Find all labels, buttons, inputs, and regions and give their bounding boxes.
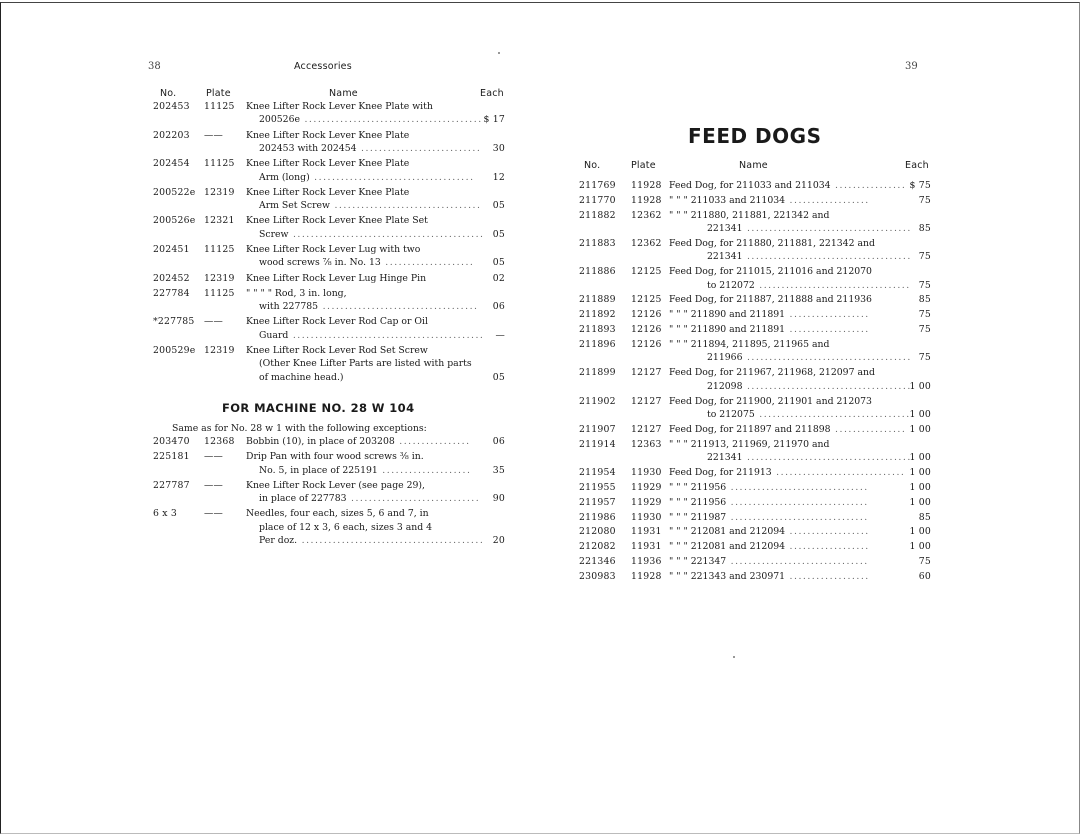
right-page-number: 39: [905, 61, 918, 72]
dot-leader: ........................................: [300, 114, 483, 126]
part-name-line: Needles, four each, sizes 5, 6 and 7, in: [246, 508, 429, 520]
part-name-line: " " " 211894, 211895, 211965 and: [669, 339, 830, 351]
part-name-line: " " " 211956 ...............................: [669, 481, 869, 493]
plate-number: 11929: [631, 496, 662, 508]
part-name-line: " " " " Rod, 3 in. long,: [246, 287, 347, 299]
dot-leader: ................: [394, 436, 471, 447]
dot-leader: ....................: [380, 257, 475, 269]
part-number: 227787: [153, 479, 190, 491]
dot-leader: ..................................: [754, 279, 911, 291]
part-number: 230983: [579, 571, 616, 583]
part-number: 211889: [579, 294, 616, 306]
part-name-line: No. 5, in place of 225191 ....................: [259, 464, 472, 476]
part-name-line: Knee Lifter Rock Lever Lug Hinge Pin: [246, 272, 427, 284]
dot-leader: ................: [830, 423, 907, 435]
part-name-line: Knee Lifter Rock Lever Rod Cap or Oil: [246, 316, 428, 328]
part-number: 211914: [579, 438, 616, 450]
plate-number: ——: [204, 316, 223, 328]
price: 02: [492, 272, 505, 284]
plate-number: 11125: [204, 244, 235, 255]
price: 85: [918, 294, 931, 306]
dot-leader: ...............................: [726, 481, 869, 493]
price: 1 00: [909, 496, 931, 508]
price: 75: [918, 352, 931, 364]
plate-number: 12127: [631, 367, 662, 379]
price: $ 75: [909, 180, 931, 191]
part-name-line: Feed Dog, for 211033 and 211034 ................: [669, 180, 907, 191]
part-name-line: Knee Lifter Rock Lever Knee Plate with: [246, 101, 433, 112]
dot-leader: .........................................: [297, 535, 485, 547]
part-name-line: Knee Lifter Rock Lever Knee Plate Set: [246, 215, 428, 227]
part-name-line: Per doz. .........................................: [259, 535, 485, 547]
price: 30: [492, 143, 505, 154]
dot-leader: .....................................: [742, 251, 912, 263]
right-header-plate: Plate: [631, 160, 656, 171]
part-number: 211769: [579, 180, 616, 191]
plate-number: 12319: [204, 186, 235, 198]
dot-leader: ..................: [785, 194, 870, 206]
part-name-line: 211966 .....................................: [707, 352, 912, 364]
plate-number: 11928: [631, 180, 662, 191]
dot-leader: ..................................: [754, 408, 911, 420]
part-number: 211892: [579, 309, 616, 321]
plate-number: ——: [204, 508, 223, 520]
dot-leader: .............................: [771, 466, 906, 478]
plate-number: ——: [204, 479, 223, 491]
dot-leader: .....................................: [742, 352, 912, 364]
part-name-line: " " " 211987 ...............................: [669, 511, 869, 523]
part-number: 225181: [153, 451, 190, 463]
part-number: 211986: [579, 511, 616, 523]
part-number: 211955: [579, 481, 616, 493]
plate-number: 12126: [631, 309, 662, 321]
price: $ 17: [483, 114, 505, 126]
left-header-each: Each: [480, 88, 504, 99]
part-name-line: Feed Dog, for 211887, 211888 and 211936: [669, 294, 872, 306]
right-header-name: Name: [739, 160, 768, 171]
price: 1 00: [909, 408, 931, 420]
part-name-line: " " " 211033 and 211034 ..................: [669, 194, 870, 206]
part-name-line: 221341 .....................................: [707, 451, 912, 463]
part-number: 211770: [579, 194, 616, 206]
dot-leader: .............................: [346, 493, 481, 505]
part-name-line: to 212072 ..................................: [707, 279, 911, 291]
plate-number: 11931: [631, 526, 662, 538]
plate-number: 11929: [631, 481, 662, 493]
part-name-line: Knee Lifter Rock Lever Lug with two: [246, 244, 421, 255]
part-name-line: " " " 212081 and 212094 ..................: [669, 526, 870, 538]
price: —: [495, 329, 505, 341]
part-number: 202452: [153, 272, 190, 284]
price: 1 00: [909, 466, 931, 478]
dot-leader: ..................: [785, 324, 870, 336]
dot-leader: ...............................: [726, 556, 869, 568]
section-title: FOR MACHINE NO. 28 W 104: [222, 401, 415, 415]
part-name-line: 200526e ........................................: [259, 114, 483, 126]
plate-number: 12319: [204, 272, 235, 284]
part-name-line: wood screws ⅞ in. No. 13 ....................: [259, 257, 475, 269]
price: 75: [918, 251, 931, 263]
part-name-line: Guard ...........................................: [259, 329, 485, 341]
part-name-line: Bobbin (10), in place of 203208 ................: [246, 436, 471, 447]
part-number: 200529e: [153, 345, 196, 356]
part-name-line: " " " 211880, 211881, 221342 and: [669, 209, 830, 221]
part-name-line: " " " 211913, 211969, 211970 and: [669, 438, 830, 450]
dot-leader: ................: [830, 180, 907, 191]
part-number: 202451: [153, 244, 190, 255]
plate-number: 11930: [631, 466, 662, 478]
plate-number: 11936: [631, 556, 662, 568]
price: 35: [492, 464, 505, 476]
part-name-line: (Other Knee Lifter Parts are listed with parts: [259, 358, 472, 370]
plate-number: 11125: [204, 287, 235, 299]
dot-leader: .................................: [329, 200, 482, 212]
part-name-line: Arm (long) ....................................: [259, 171, 475, 183]
part-name-line: Feed Dog, for 211880, 211881, 221342 and: [669, 238, 875, 249]
part-number: 200526e: [153, 215, 196, 227]
plate-number: 12125: [631, 266, 662, 278]
dot-leader: ...........................................: [288, 228, 485, 240]
part-name-line: Screw ...........................................: [259, 228, 485, 240]
plate-number: 11928: [631, 194, 662, 206]
price: 75: [918, 279, 931, 291]
price: 1 00: [909, 526, 931, 538]
part-name-line: Arm Set Screw .................................: [259, 200, 482, 212]
part-name-line: 212098 .....................................: [707, 380, 912, 392]
dot-leader: .....................................: [742, 451, 912, 463]
scan-speck: [733, 656, 735, 658]
part-name-line: " " " 221347 ...............................: [669, 556, 869, 568]
dot-leader: ...............................: [726, 511, 869, 523]
dot-leader: ...........................................: [288, 329, 485, 341]
dot-leader: ...................................: [318, 301, 479, 313]
price: 1 00: [909, 481, 931, 493]
part-number: 211883: [579, 238, 616, 249]
price: 05: [492, 371, 505, 383]
price: 05: [492, 228, 505, 240]
part-name-line: place of 12 x 3, 6 each, sizes 3 and 4: [259, 521, 433, 533]
dot-leader: ...........................: [356, 143, 482, 154]
part-name-line: Feed Dog, for 211967, 211968, 212097 and: [669, 367, 875, 379]
price: 85: [918, 223, 931, 235]
left-header-plate: Plate: [206, 88, 231, 99]
part-number: 211896: [579, 339, 616, 351]
plate-number: 11930: [631, 511, 662, 523]
part-number: 211886: [579, 266, 616, 278]
part-number: 202453: [153, 101, 190, 112]
plate-number: 12127: [631, 395, 662, 407]
price: 05: [492, 257, 505, 269]
plate-number: 12125: [631, 294, 662, 306]
price: 06: [492, 436, 505, 447]
part-number: 212082: [579, 541, 616, 553]
part-number: 211882: [579, 209, 616, 221]
part-name-line: Feed Dog, for 211015, 211016 and 212070: [669, 266, 872, 278]
part-number: 211902: [579, 395, 616, 407]
part-number: 211907: [579, 423, 616, 435]
plate-number: 12126: [631, 324, 662, 336]
part-number: 200522e: [153, 186, 196, 198]
plate-number: 11931: [631, 541, 662, 553]
left-header-name: Name: [329, 88, 358, 99]
part-number: 212080: [579, 526, 616, 538]
part-number: 221346: [579, 556, 616, 568]
part-name-line: " " " 211890 and 211891 ..................: [669, 324, 870, 336]
plate-number: 12126: [631, 339, 662, 351]
part-name-line: Knee Lifter Rock Lever Knee Plate: [246, 129, 410, 141]
left-header-no: No.: [160, 88, 177, 99]
dot-leader: ..................: [785, 526, 870, 538]
price: 60: [918, 571, 931, 583]
dot-leader: ..................: [785, 309, 870, 321]
part-name-line: in place of 227783 .............................: [259, 493, 481, 505]
plate-number: ——: [204, 129, 223, 141]
dot-leader: ..................: [785, 541, 870, 553]
part-name-line: of machine head.): [259, 371, 344, 383]
plate-number: 12362: [631, 209, 662, 221]
part-number: 203470: [153, 436, 190, 447]
part-name-line: " " " 212081 and 212094 ..................: [669, 541, 870, 553]
plate-number: 11125: [204, 158, 235, 170]
part-number: *227785: [153, 316, 195, 328]
part-name-line: Knee Lifter Rock Lever Knee Plate: [246, 158, 410, 170]
price: 05: [492, 200, 505, 212]
dot-leader: ...............................: [726, 496, 869, 508]
part-name-line: Knee Lifter Rock Lever Knee Plate: [246, 186, 410, 198]
part-name-line: Knee Lifter Rock Lever Rod Set Screw: [246, 345, 428, 356]
plate-number: 12363: [631, 438, 662, 450]
section-note: Same as for No. 28 w 1 with the following exceptions:: [172, 423, 427, 434]
plate-number: 12321: [204, 215, 235, 227]
price: 12: [492, 171, 505, 183]
part-name-line: 221341 .....................................: [707, 223, 912, 235]
part-number: 211957: [579, 496, 616, 508]
price: 20: [492, 535, 505, 547]
dot-leader: ..................: [785, 571, 870, 583]
dot-leader: ....................: [377, 464, 472, 476]
part-number: 211899: [579, 367, 616, 379]
part-name-line: " " " 211890 and 211891 ..................: [669, 309, 870, 321]
part-name-line: Feed Dog, for 211900, 211901 and 212073: [669, 395, 872, 407]
part-number: 227784: [153, 287, 190, 299]
plate-number: 12127: [631, 423, 662, 435]
dot-leader: .....................................: [742, 223, 912, 235]
right-header-no: No.: [584, 160, 601, 171]
dot-leader: ....................................: [309, 171, 475, 183]
plate-number: ——: [204, 451, 223, 463]
price: 06: [492, 301, 505, 313]
part-number: 202454: [153, 158, 190, 170]
plate-number: 12319: [204, 345, 235, 356]
scan-speck: [498, 52, 500, 54]
part-name-line: 221341 .....................................: [707, 251, 912, 263]
right-header-each: Each: [905, 160, 929, 171]
price: 90: [492, 493, 505, 505]
running-head: Accessories: [294, 61, 352, 72]
page-title: FEED DOGS: [688, 124, 822, 148]
part-name-line: Knee Lifter Rock Lever (see page 29),: [246, 479, 426, 491]
price: 75: [918, 324, 931, 336]
price: 75: [918, 309, 931, 321]
part-name-line: to 212075 ..................................: [707, 408, 911, 420]
part-name-line: Drip Pan with four wood screws ⅜ in.: [246, 451, 424, 463]
plate-number: 12368: [204, 436, 235, 447]
part-name-line: Feed Dog, for 211913 .............................: [669, 466, 906, 478]
price: 85: [918, 511, 931, 523]
part-name-line: Feed Dog, for 211897 and 211898 ................: [669, 423, 907, 435]
price: 75: [918, 556, 931, 568]
part-number: 211954: [579, 466, 616, 478]
part-number: 211893: [579, 324, 616, 336]
price: 75: [918, 194, 931, 206]
part-name-line: " " " 211956 ...............................: [669, 496, 869, 508]
price: 1 00: [909, 423, 931, 435]
dot-leader: .....................................: [742, 380, 912, 392]
plate-number: 11125: [204, 101, 235, 112]
part-name-line: with 227785 ...................................: [259, 301, 479, 313]
left-page-number: 38: [148, 61, 161, 72]
part-number: 6 x 3: [153, 508, 177, 520]
plate-number: 11928: [631, 571, 662, 583]
price: 1 00: [909, 380, 931, 392]
part-name-line: " " " 221343 and 230971 ..................: [669, 571, 870, 583]
part-number: 202203: [153, 129, 190, 141]
price: 1 00: [909, 541, 931, 553]
part-name-line: 202453 with 202454 ...........................: [259, 143, 482, 154]
plate-number: 12362: [631, 238, 662, 249]
price: 1 00: [909, 451, 931, 463]
